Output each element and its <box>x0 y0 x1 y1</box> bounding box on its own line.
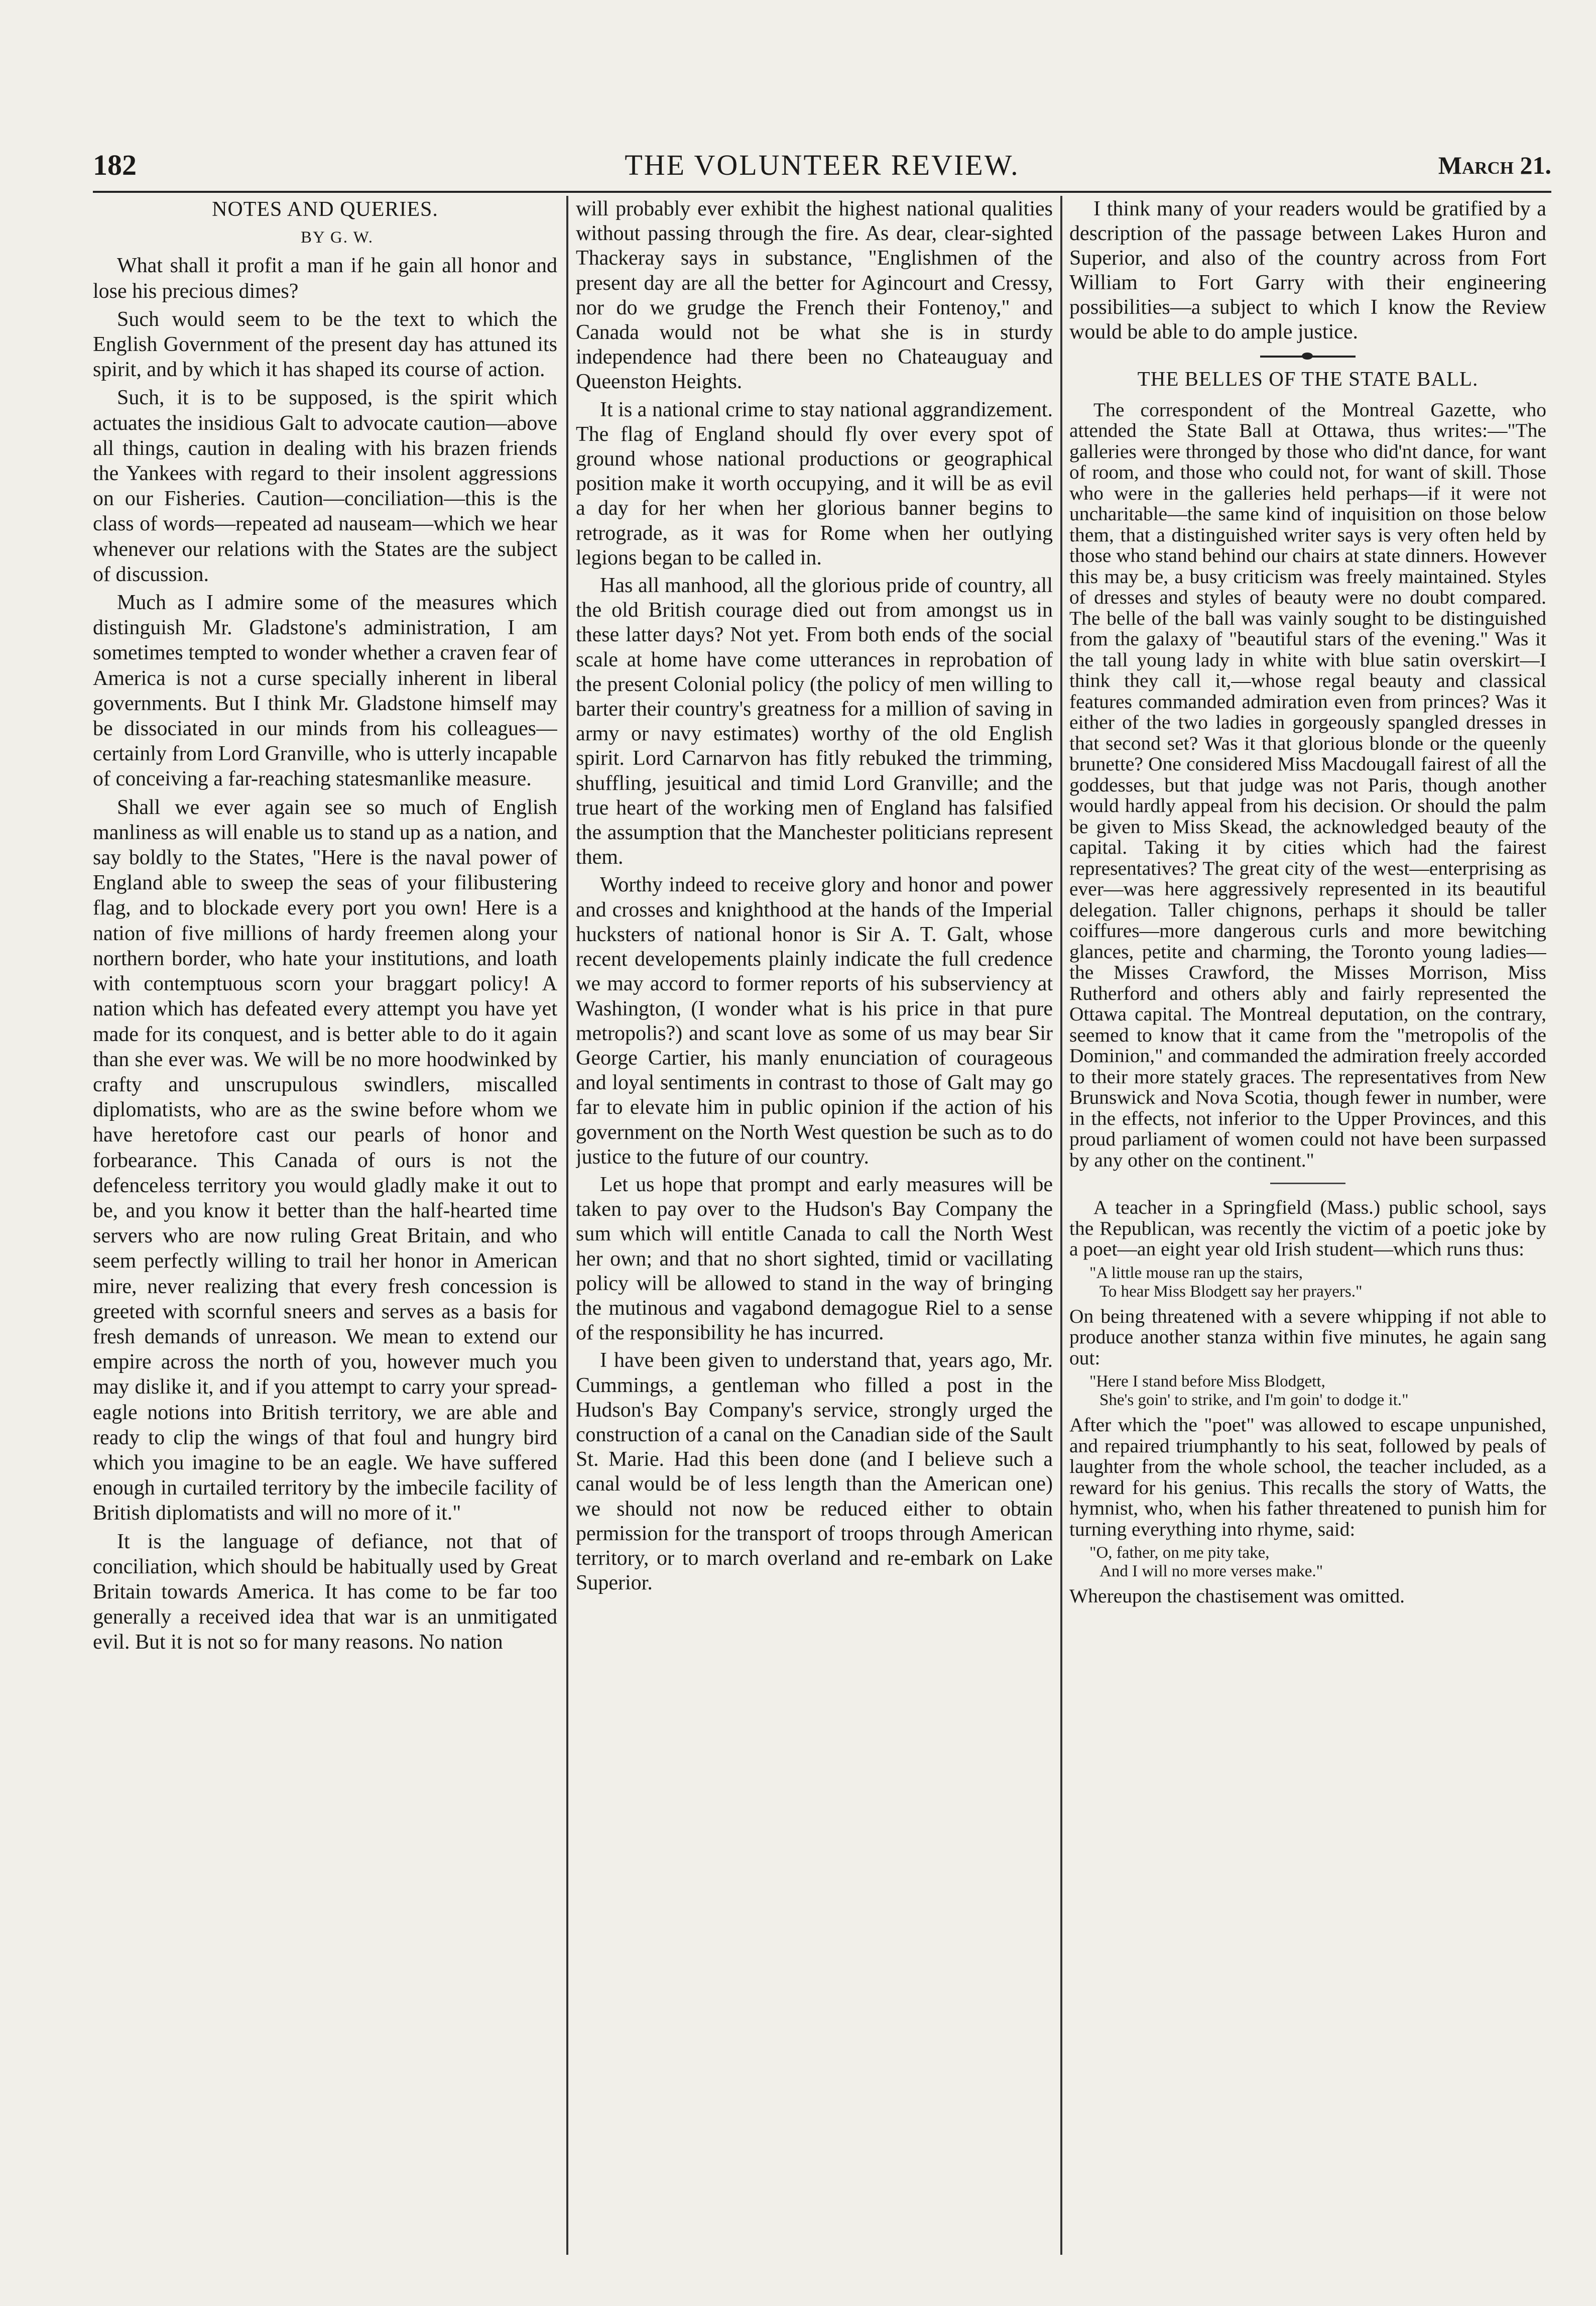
paragraph: Whereupon the chastisement was omitted. <box>1069 1585 1405 1607</box>
page-number: 182 <box>93 149 137 181</box>
column-1 <box>93 197 557 2246</box>
paragraph: The correspondent of the Montreal Gazette, who attended the State Ball at Ottawa, thus writes:—"The galleries were thronged by those who did'nt dance, for want of room, and those who could not, for want of skill. Those who were in the galleries held perhaps—if it were not uncharitable—the same kind of inquisition on those below them, that a distinguished writer says is very often held by those who stand behind our chairs at state dinners. However this may be, a busy criticism was freely maintained. Styles of dresses and styles of beauty were no doubt compared. The belle of the ball was vainly sought to be distinguished from the galaxy of "beautiful stars of the evening." Was it the tall young lady in white with blue satin overskirt—I think they call it,—whose regal beauty and classical features commanded admiration even from princes? Was it either of the two ladies in gorgeously spangled dresses in that second set? Was it that glorious blonde or the queenly brunette? One considered Miss Macdougall fairest of all the goddesses, but that judge was not Paris, though another would hardly appeal from his decision. Or should the palm be given to Miss Skead, the acknowledged beauty of the capital. Taking it by cities which had the fairest representatives? The great city of the west—enterprising as ever—was here aggressively represented in its beautiful delegation. Taller chignons, perhaps it should be taller coiffures—more dangerous curls and more bewitching glances, petite and charming, the Toronto young ladies—the Misses Crawford, the Misses Morrison, Miss Rutherford and others ably and fairly represented the Ottawa capital. The Montreal deputation, on the contrary, seemed to know that it came from the "metropolis of the Dominion," and commanded the admiration freely accorded to their more stately graces. The representatives from New Brunswick and Nova Scotia, though fewer in number, were in the effects, not inferior to the Upper Provinces, and this proud parliament of women could not have been surpassed by any other on the continent." <box>1069 398 1546 1171</box>
section-separator <box>1260 356 1356 358</box>
paragraph: After which the "poet" was allowed to escape unpunished, and repaired triumphantly to his seat, followed by peals of laughter from the whole school, the teacher included, as a reward for his genius. This recalls the story of Watts, the hymnist, who, when his father threatened to punish him for turning everything into rhyme, said: <box>1069 1414 1546 1540</box>
verse-line: To hear Miss Blodgett say her prayers." <box>1099 1282 1363 1301</box>
header-rule <box>93 191 1551 193</box>
column-rule-1 <box>566 196 568 2255</box>
paragraph: Shall we ever again see so much of English manliness as will enable us to stand up as a nation, and say boldly to the States, "Here is the naval power of England able to sweep the seas of your filibustering flag, and to blockade every port you own! Here is a nation of five millions of hardy freemen along your northern border, who hate your institutions, and loath with contemptuous scorn your braggart policy! A nation which has defeated every attempt you have yet made for its conquest, and is better able to do it again than she ever was. We will be no more hoodwinked by crafty and unscrupulous swindlers, miscalled diplomatists, who are as the swine before whom we have heretofore cast our pearls of honor and forbearance. This Canada of ours is not the defenceless territory you would gladly make it out to be, and you know it better than the half-hearted time servers who are now ruling Great Britain, and who seem perfectly willing to trail her honor in American mire, never realizing that every fresh concession is greeted with scornful sneers and serves as a basis for fresh demands of unreason. We mean to extend our empire across the north of you, however much you may dislike it, and if you attempt to carry your spread-eagle notions into British territory, we are able and ready to clip the wings of that foul and hungry bird which you imagine to be an eagle. We have suffered enough in curtailed territory by the imbecile facility of British diplomatists and will no more of it." <box>93 795 557 1525</box>
paragraph: A teacher in a Springfield (Mass.) public school, says the Republican, was recently the victim of a poetic joke by a poet—an eight year old Irish student—which runs thus: <box>1069 1196 1546 1260</box>
section-separator <box>1270 1183 1345 1184</box>
verse <box>1089 1372 1546 1410</box>
verse <box>1089 1544 1546 1581</box>
issue-date: March 21. <box>1438 151 1551 179</box>
publication-title: THE VOLUNTEER REVIEW. <box>625 149 1020 181</box>
paragraph: It is the language of defiance, not that of conciliation, which should be habitually used by Great Britain towards America. It has come to be far too generally a received idea that war is an unmitigated evil. But it is not so for many reasons. No nation <box>93 1530 557 1654</box>
article-byline: BY G. W. <box>301 228 374 247</box>
paragraph: Much as I admire some of the measures which distinguish Mr. Gladstone's administration, I am sometimes tempted to wonder whether a craven fear of America is not a curse specially inherent in liberal governments. But I think Mr. Gladstone himself may be dissociated in our minds from his colleagues—certainly from Lord Granville, who is utterly incapable of conceiving a far-reaching statesmanlike measure. <box>93 591 557 791</box>
paragraph: I have been given to understand that, years ago, Mr. Cummings, a gentleman who filled a post in the Hudson's Bay Company's service, strongly urged the construction of a canal on the Canadian side of the Sault St. Marie. Had this been done (and I believe such a canal would be of less length than the American one) we should not now be reduced either to obtain permission for the transport of troops through American territory, or to march overland and re-embark on Lake Superior. <box>576 1349 1053 1595</box>
verse-line: And I will no more verses make." <box>1099 1562 1323 1580</box>
paragraph: will probably ever exhibit the highest national qualities without passing through the fire. As dear, clear-sighted Thackeray says in substance, "Englishmen of the present day are all the better for Agincourt and Cressy, nor do we grudge the French their Fontenoy," and Canada would not be what she is in sturdy independence had there been no Chateauguay and Queenston Heights. <box>576 197 1053 394</box>
paragraph: Has all manhood, all the glorious pride of country, all the old British courage died out from amongst us in these latter days? Not yet. From both ends of the social scale at home have come utterances in reprobation of the present Colonial policy (the policy of men willing to barter their country's greatness for a million of saving in army or navy estimates) worthy of the old English spirit. Lord Carnarvon has fitly rebuked the trimming, shuffling, jesuitical and timid Lord Granville; and the true heart of the working men of England has falsified the assumption that the Manchester politicians represent them. <box>576 574 1053 869</box>
paragraph: Let us hope that prompt and early measures will be taken to pay over to the Hudson's Bay Company the sum which will entitle Canada to call the North West her own; and that no short sighted, timid or vacillating policy will be allowed to stand in the way of bringing the mutinous and vagabond demagogue Riel to a sense of the responsibility he has incurred. <box>576 1173 1053 1345</box>
article-heading-notes-and-queries: NOTES AND QUERIES. <box>212 198 438 221</box>
paragraph: I think many of your readers would be gratified by a description of the passage between Lakes Huron and Superior, and also of the country across from Fort William to Fort Garry with their engineering possibilities—a subject to which I know the Review would be able to do ample justice. <box>1069 197 1546 343</box>
verse-line: "Here I stand before Miss Blodgett, <box>1089 1372 1325 1391</box>
paragraph: Such, it is to be supposed, is the spirit which actuates the insidious Galt to advocate caution—above all things, caution in dealing with his brazen friends the Yankees with regard to their insolent aggressions on our Fisheries. Caution—conciliation—this is the class of words—repeated ad nauseam—which we hear whenever our relations with the States are the subject of discussion. <box>93 386 557 586</box>
verse-line: She's goin' to strike, and I'm goin' to dodge it." <box>1099 1391 1409 1409</box>
verse <box>1089 1264 1546 1301</box>
paragraph: Such would seem to be the text to which the English Government of the present day has attuned its spirit, and by which it has shaped its course of action. <box>93 307 557 382</box>
paragraph: On being threatened with a severe whipping if not able to produce another stanza within five minutes, he again sang out: <box>1069 1305 1546 1369</box>
paragraph: What shall it profit a man if he gain all honor and lose his precious dimes? <box>93 254 557 303</box>
column-rule-2 <box>1060 196 1062 2255</box>
paragraph: It is a national crime to stay national aggrandizement. The flag of England should fly over every spot of ground whose national productions or geographical position make it worth occupying, and it will be as evil a day for her when her glorious banner begins to retrograde, as it was for Rome when her outlying legions began to be called in. <box>576 398 1053 569</box>
verse-line: "O, father, on me pity take, <box>1089 1544 1270 1562</box>
column-2 <box>576 197 1053 2256</box>
paragraph: Worthy indeed to receive glory and honor and power and crosses and knighthood at the hands of the Imperial hucksters of national honor is Sir A. T. Galt, whose recent developements plainly indicate the full credence we may accord to former reports of his subserviency at Washington, (I wonder what is his price in that pure metropolis?) and scant love as some of us may bear Sir George Cartier, his manly enunciation of courageous and loyal sentiments in contrast to those of Galt may go far to elevate him in public opinion if the action of his government on the North West question be such as to do justice to the future of our country. <box>576 873 1053 1169</box>
column-3 <box>1069 197 1546 2256</box>
page-header <box>93 146 1551 191</box>
verse-line: "A little mouse ran up the stairs, <box>1089 1263 1303 1282</box>
article-heading-belles-of-state-ball: THE BELLES OF THE STATE BALL. <box>1137 367 1479 390</box>
